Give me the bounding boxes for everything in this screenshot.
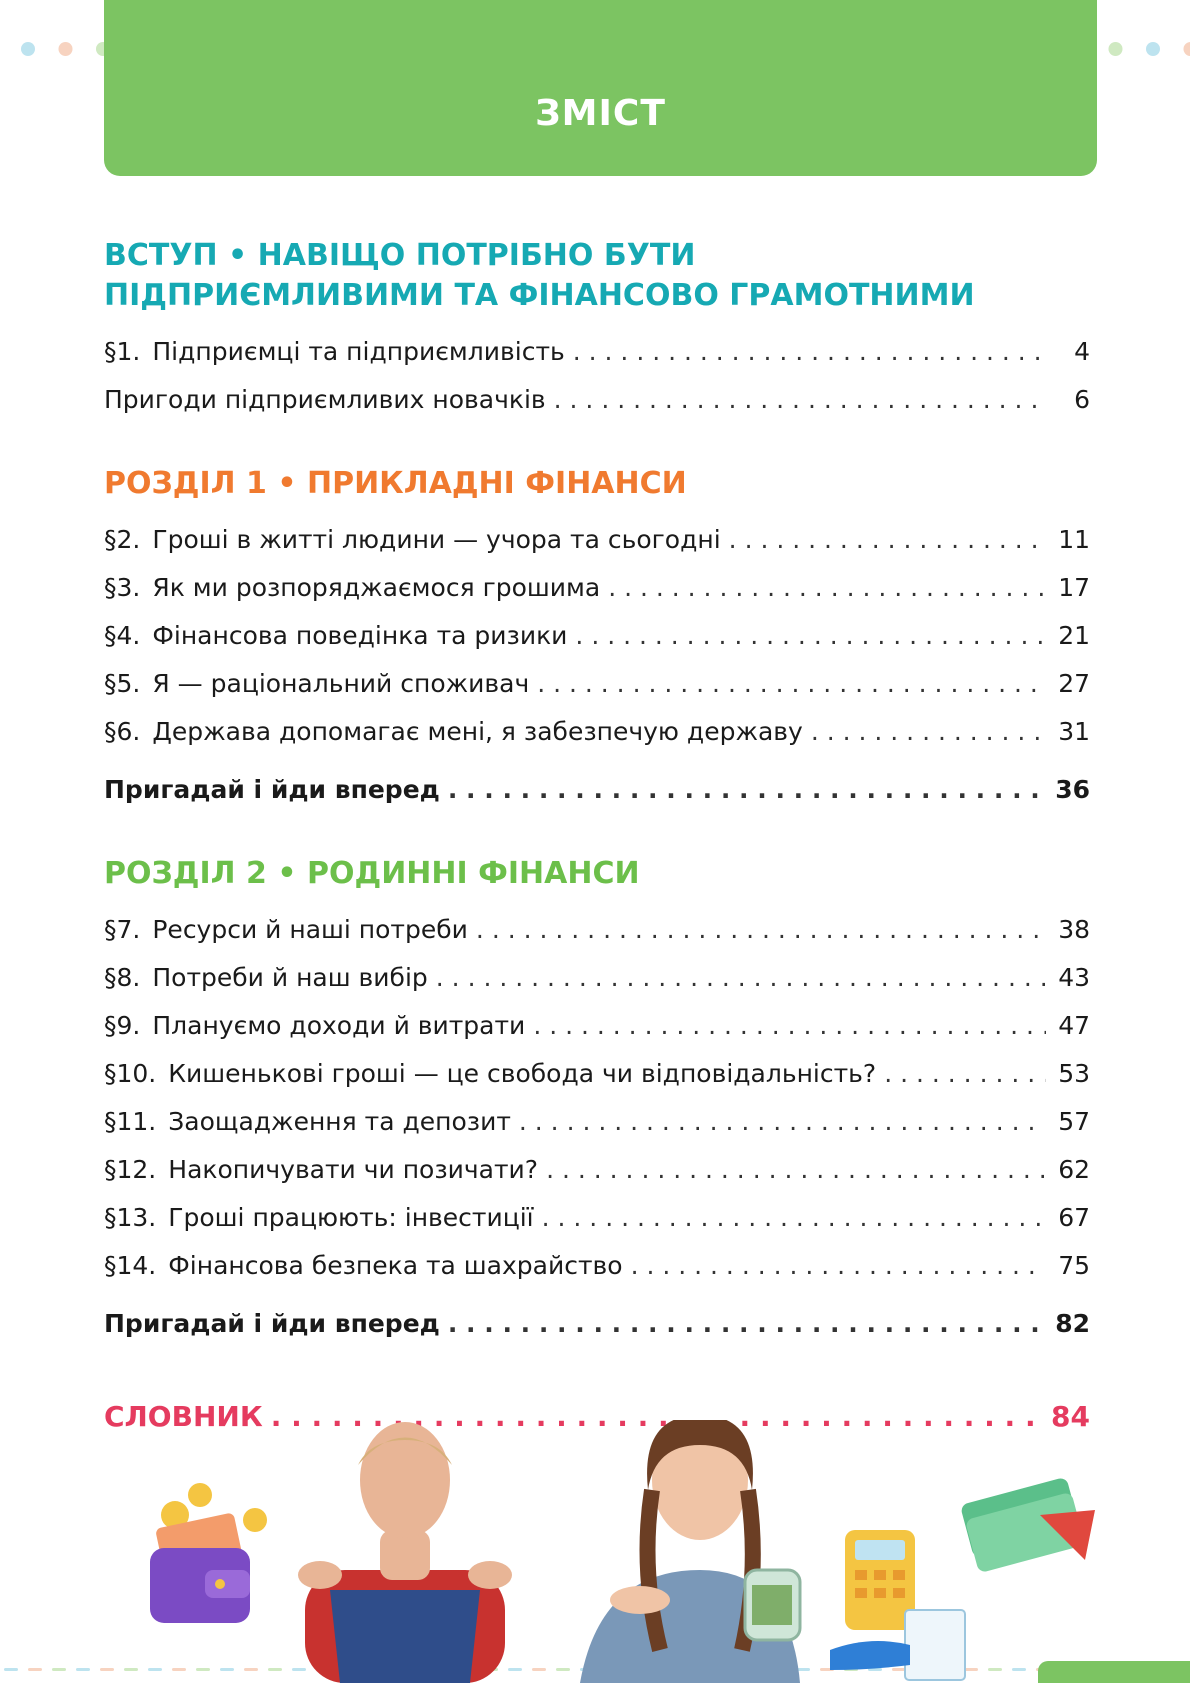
entry-list [104, 328, 1090, 424]
entry-number: §11. [104, 1107, 157, 1136]
decorative-dash [220, 1668, 234, 1671]
page-tab [1038, 1661, 1190, 1683]
decorative-dash [508, 1668, 522, 1671]
entry-title: Як ми розпоряджаємося грошима [152, 573, 601, 602]
section-title: РОЗДІЛ 2 • РОДИННІ ФІНАНСИ [104, 856, 640, 891]
decorative-dash [196, 1668, 210, 1671]
entry-title: Кишенькові гроші — це свобода чи відповідальність? [168, 1059, 877, 1088]
decorative-dash [100, 1668, 114, 1671]
dot-leader [476, 906, 1046, 954]
entry-page: 6 [1074, 385, 1090, 414]
entry-title: Накопичувати чи позичати? [168, 1155, 539, 1184]
toc-entry[interactable] [104, 1146, 1090, 1194]
entry-number: §7. [104, 915, 141, 944]
wallet-icon [150, 1512, 250, 1623]
section-title-line: ПІДПРИЄМЛИВИМИ ТА ФІНАНСОВО ГРАМОТНИМИ [104, 278, 975, 313]
dot-leader [884, 1050, 1046, 1098]
dot-leader [537, 660, 1046, 708]
decorative-dot [21, 42, 35, 56]
entry-title: СЛОВНИК [104, 1400, 263, 1433]
page-title: ЗМІСТ [535, 93, 666, 134]
entry-number: §6. [104, 717, 141, 746]
decorative-dash [988, 1668, 1002, 1671]
decorative-dash [292, 1668, 306, 1671]
header-banner [104, 0, 1097, 176]
section-title [104, 236, 1090, 316]
section-chapter2 [104, 854, 1090, 1348]
entry-page: 47 [1058, 1011, 1090, 1040]
entry-page: 27 [1058, 669, 1090, 698]
entry-title: Пригадай і йди вперед [104, 1309, 440, 1338]
money-stack-icon [960, 1477, 1095, 1574]
dot-leader [542, 1194, 1046, 1242]
entry-number: §12. [104, 1155, 157, 1184]
entry-page: 57 [1058, 1107, 1090, 1136]
bottom-illustrations [0, 1420, 1190, 1683]
dot-leader [729, 516, 1046, 564]
entry-page: 67 [1058, 1203, 1090, 1232]
dot-leader [546, 1146, 1046, 1194]
dot-leader [554, 376, 1046, 424]
entry-number: §2. [104, 525, 141, 554]
toc-entry[interactable] [104, 1002, 1090, 1050]
entry-number: §14. [104, 1251, 157, 1280]
toc-entry[interactable] [104, 376, 1090, 424]
decorative-dot [1109, 42, 1123, 56]
entry-page: 84 [1051, 1400, 1090, 1433]
boy-photo [298, 1422, 512, 1683]
decorative-dashes-bottom [4, 1668, 1146, 1671]
entry-page: 38 [1058, 915, 1090, 944]
decorative-dash [148, 1668, 162, 1671]
decorative-dash [556, 1668, 570, 1671]
entry-number: §13. [104, 1203, 157, 1232]
dot-leader [519, 1098, 1046, 1146]
toc-entry[interactable] [104, 564, 1090, 612]
dot-leader [448, 1300, 1046, 1348]
toc-entry[interactable] [104, 1242, 1090, 1290]
section-title-line: ВСТУП • НАВІЩО ПОТРІБНО БУТИ [104, 238, 696, 273]
entry-number: §1. [104, 337, 141, 366]
entry-page: 75 [1058, 1251, 1090, 1280]
decorative-dot [1184, 42, 1190, 56]
toc-entry[interactable] [104, 516, 1090, 564]
entry-page: 4 [1074, 337, 1090, 366]
entry-title: Ресурси й наші потреби [152, 915, 468, 944]
toc-entry[interactable] [104, 660, 1090, 708]
section-chapter1 [104, 464, 1090, 814]
toc-entry[interactable] [104, 328, 1090, 376]
entry-number: §8. [104, 963, 141, 992]
toc-entry[interactable] [104, 1194, 1090, 1242]
decorative-dash [4, 1668, 18, 1671]
dot-leader [608, 564, 1046, 612]
dot-leader [448, 766, 1046, 814]
entry-title: Підприємці та підприємливість [152, 337, 565, 366]
entry-page: 53 [1058, 1059, 1090, 1088]
decorative-dash [76, 1668, 90, 1671]
decorative-dash [532, 1668, 546, 1671]
entry-title: Пригоди підприємливих новачків [104, 385, 546, 414]
toc-entry[interactable] [104, 1098, 1090, 1146]
toc-review-entry[interactable] [104, 766, 1090, 814]
entry-page: 82 [1055, 1309, 1090, 1338]
entry-title: Плануємо доходи й витрати [152, 1011, 526, 1040]
decorative-dash [52, 1668, 66, 1671]
entry-title: Потреби й наш вибір [152, 963, 428, 992]
decorative-dash [124, 1668, 138, 1671]
entry-page: 31 [1058, 717, 1090, 746]
dot-leader [533, 1002, 1046, 1050]
section-title: РОЗДІЛ 1 • ПРИКЛАДНІ ФІНАНСИ [104, 466, 687, 501]
entry-number: §9. [104, 1011, 141, 1040]
entry-list [104, 516, 1090, 814]
entry-title: Пригадай і йди вперед [104, 775, 440, 804]
section-intro [104, 236, 1090, 424]
decorative-dash [172, 1668, 186, 1671]
dot-leader [575, 612, 1046, 660]
toc-entry[interactable] [104, 906, 1090, 954]
entry-title: Держава допомагає мені, я забезпечую державу [152, 717, 803, 746]
entry-page: 62 [1058, 1155, 1090, 1184]
entry-page: 11 [1058, 525, 1090, 554]
entry-title: Фінансова безпека та шахрайство [168, 1251, 623, 1280]
decorative-dash [268, 1668, 282, 1671]
entry-title: Гроші працюють: інвестиції [168, 1203, 534, 1232]
toc-entry[interactable] [104, 612, 1090, 660]
entry-title: Я — раціональний споживач [152, 669, 530, 698]
entry-list [104, 906, 1090, 1348]
decorative-dash [892, 1668, 906, 1671]
entry-page: 21 [1058, 621, 1090, 650]
money-jar-icon [745, 1570, 800, 1640]
entry-page: 17 [1058, 573, 1090, 602]
entry-title: Гроші в житті людини — учора та сьогодні [152, 525, 721, 554]
toc-entry[interactable] [104, 954, 1090, 1002]
toc-review-entry[interactable] [104, 1300, 1090, 1348]
entry-number: §5. [104, 669, 141, 698]
entry-number: §10. [104, 1059, 157, 1088]
dot-leader [811, 708, 1046, 756]
toc-entry[interactable] [104, 1050, 1090, 1098]
decorative-dash [244, 1668, 258, 1671]
dot-leader [573, 328, 1046, 376]
entry-number: §3. [104, 573, 141, 602]
entry-title: Фінансова поведінка та ризики [152, 621, 568, 650]
decorative-dash [1012, 1668, 1026, 1671]
entry-number: §4. [104, 621, 141, 650]
entry-page: 43 [1058, 963, 1090, 992]
toc-entry[interactable] [104, 708, 1090, 756]
dot-leader [436, 954, 1046, 1002]
decorative-dot [1146, 42, 1160, 56]
entry-page: 36 [1055, 775, 1090, 804]
dot-leader [631, 1242, 1046, 1290]
decorative-dot [59, 42, 73, 56]
table-of-contents [104, 236, 1090, 1433]
girl-photo [580, 1420, 800, 1683]
entry-title: Заощадження та депозит [168, 1107, 511, 1136]
decorative-dash [28, 1668, 42, 1671]
decorative-dash [964, 1668, 978, 1671]
